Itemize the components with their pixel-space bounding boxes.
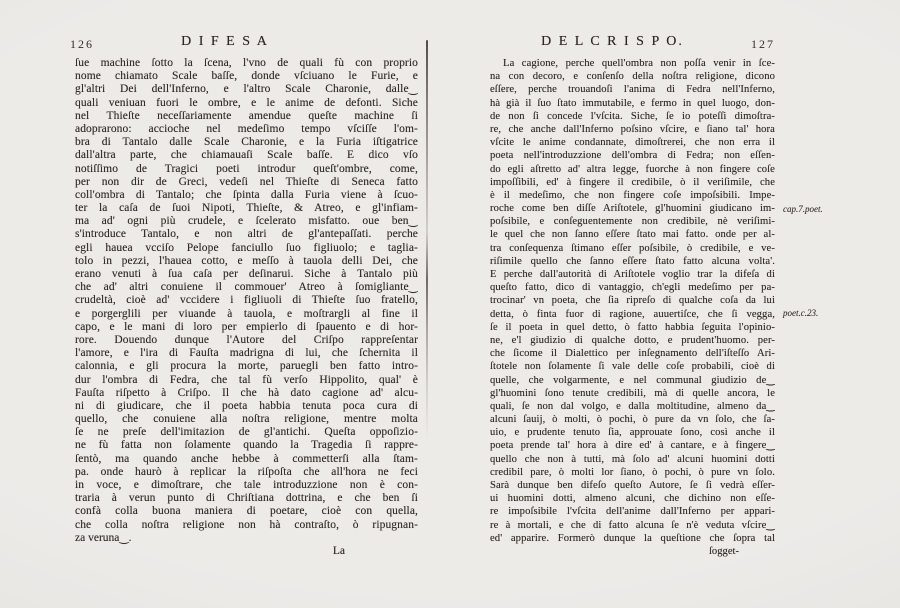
text-line: do egli aſtretto ad' altra legge, fuorche à non fingere coſe xyxy=(490,163,775,175)
text-line: hà già il ſuo ſtato immutabile, e fermo in quel luogo, don- xyxy=(490,97,775,109)
text-line: re, che anche dall'Inferno poſsino vſcire, e ſiano tal' hora xyxy=(490,123,775,135)
text-line: riſimile quello che ſanno eſſere ſtato fatto alcuna volta'. xyxy=(490,255,775,267)
text-line: roche come ben diſſe Ariſtotele, gl'huomini giudicano im- xyxy=(490,203,775,215)
text-line: ſentò, ma quando anche hebbe à commetterſi alla ſtam- xyxy=(75,452,418,465)
text-line: quello, che conuiene alla noſtra religione, mentre molta xyxy=(75,413,418,426)
text-line: le quel che non ſanno eſſere ſtato mai fatto. onde per al- xyxy=(490,229,775,241)
text-line: credibil pare, ò molti lor ſiano, ò pochi, ò pure vn ſolo. xyxy=(490,466,775,478)
text-line: che ſicome il Dialettico per inſegnamento dell'iſteſſo Ari- xyxy=(490,348,775,360)
text-line: crudeltà, cioè ad' vccidere i figliuoli di Thieſte ſuo fratello, xyxy=(75,294,418,307)
text-line: capo, e le mani di loro per empierlo di ſpauento e di hor- xyxy=(75,320,418,333)
text-line: bra di Tantalo dalle Scale Charonie, e la Furia iſtigatrice xyxy=(75,136,418,149)
text-line: è il medeſimo, che non fingere coſe impoſsibili. Impe- xyxy=(490,189,775,201)
text-line: ſtotele non ſolamente ſi vale delle coſe probabili, cioè di xyxy=(490,361,775,373)
text-line: poeta prende tal' hora à dire ed' à cantare, e à fingere‿ xyxy=(490,440,775,452)
margin-note-aristotle-poetics-7: cap.7.poet. xyxy=(783,204,823,214)
text-line: vſcite le anime condannate, dimoſtrerei, che non erra il xyxy=(490,137,775,149)
text-line: eſſere, perche trouandoſi l'anima di Fedra nell'Inferno, xyxy=(490,84,775,96)
text-line: quali, ſe non dal volgo, e dalla moltitudine, almeno da‿ xyxy=(490,400,775,412)
text-line: uio, e prudente tenuto ſia, approuate ſono, così anche il xyxy=(490,427,775,439)
text-line: ſe ne preſe dell'imitazion de gl'antichi. Queſta oppoſizio- xyxy=(75,426,418,439)
text-line: re à mortali, e che di fatto alcuna ſe n'è veduta vſcire‿ xyxy=(490,519,775,531)
text-line: Sarà dunque ben difeſo queſto Autore, ſe ſi vedrà eſſer- xyxy=(490,480,775,491)
text-line: ſue machine ſotto la ſcena, l'vno de quali fù con proprio xyxy=(75,57,418,69)
text-line: La cagione, perche quell'ombra non poſſa venir in ſce- xyxy=(503,58,775,69)
text-line: che ad' altri conuiene il commouer' Atreo à ſomigliante‿ xyxy=(75,281,418,294)
text-line: nome chiamato Scale baſſe, donde vſciuano le Furie, e xyxy=(75,70,418,83)
text-line: alcuni ſauij, ò molti, ò pochi, ò pure da vn ſolo, che ſa- xyxy=(490,414,775,426)
text-line: ni di giudicare, che il poeta habbia tenuta poca cura di xyxy=(75,399,418,412)
text-line: na con decoro, e conſenſo della noſtra religione, dicono xyxy=(490,71,775,83)
text-line: ter la caſa de ſuoi Nipoti, Thieſte, & Atreo, e gl'infiam- xyxy=(75,202,418,215)
margin-note-poetics-23: poet.c.23. xyxy=(783,308,819,318)
text-line: s'introduce Tantalo, e non altri de gl'antepaſſati. perche xyxy=(75,228,418,241)
text-line: E perche dall'autorità di Ariſtotele voglio trar la difeſa di xyxy=(490,269,775,280)
text-line: ne fù fatta non ſolamente quando la Tragedia ſi rappre- xyxy=(75,439,418,452)
text-line: tolo in pezzi, l'hauea cotto, e meſſo à tauola delli Dei, che xyxy=(75,254,418,267)
text-line: adoprarono: accioche nel medeſimo tempo vſciſſe l'om- xyxy=(75,122,418,135)
text-line: poſsibile, e conſeguentemente non credibile, nè veriſimi- xyxy=(490,216,775,228)
text-line: per non dir de Greci, vedeſi nel Thieſte di Seneca fatto xyxy=(75,175,418,188)
text-line: tra conſequenza ſtimano eſſer poſsibile, ò credibile, e ve- xyxy=(490,242,775,254)
text-line: detta, ò finta fuor di ragione, auuertiſce, che ſi vegga, xyxy=(490,308,775,320)
text-line: e porgerglili per viuande à tauola, e moſtrargli al fine il xyxy=(75,307,418,320)
right-page-number: 127 xyxy=(751,37,775,51)
text-line: gl'huomini ſono tenute credibili, mà di quelle ancora, le xyxy=(490,387,775,399)
text-line: in voce, e dimoſtrare, che tale introduzzione non è con- xyxy=(75,479,418,491)
text-line: quali veniuan fuori le ombre, e le anime de defonti. Siche xyxy=(75,96,418,109)
text-line: ui huomini dotti, almeno alcuni, che dichino non eſſe- xyxy=(490,493,775,505)
text-line: ne, e'l giudizio di qualche dotto, e prudent'huomo. per- xyxy=(490,334,775,346)
text-line: dur l'ombra di Fedra, che tal fù verſo Hippolito, qual' è xyxy=(75,373,418,386)
left-running-header: D I F E S A xyxy=(181,34,269,49)
text-line: ſe il poeta in quel detto, ò fatto habbia ſeguita l'opinio- xyxy=(490,321,775,333)
text-line: queſto fatto, dico di vantaggio, ch'egli medeſimo per pa- xyxy=(490,282,775,294)
text-line: dall'altra parte, che chiamauaſi Scale baſſe. E dico vſo xyxy=(75,149,418,162)
left-page-text xyxy=(75,57,418,532)
right-running-header: D E L C R I S P O. xyxy=(541,34,684,49)
page-gutter-line xyxy=(426,40,428,440)
text-line: pa. onde haurò à replicar la riſpoſta che all'hora ne feci xyxy=(75,465,418,478)
left-page-last-line: za veruna‿. xyxy=(75,532,132,544)
text-line: calonnia, e gli procura la morte, paruegli ben fatto intro- xyxy=(75,360,418,373)
text-line: che colla noſtra religione non hà contraſto, ò ripugnan- xyxy=(75,518,418,531)
text-line: quello che non à tutti, mà ſolo ad' alcuni huomini dotti xyxy=(490,453,775,465)
text-line: ed' apparire. Formerò dunque la queſtione che ſopra tal xyxy=(490,532,775,544)
text-line: re impoſsibile l'vſcita dell'anime dall'Inferno per appari- xyxy=(490,506,775,518)
text-line: nel Thieſte neceſſariamente amendue queſte machine ſi xyxy=(75,109,418,122)
text-line: de non ſi concede l'vſcita. Siche, ſe io poteſſi dimoſtra- xyxy=(490,110,775,122)
text-line: quelle, che volgarmente, e nel communal giudizio de‿ xyxy=(490,374,775,386)
text-line: confà colla buona maniera di poetare, cioè con quella, xyxy=(75,505,418,518)
left-page-catchword: La xyxy=(332,545,345,557)
text-line: erano venuti à ſua caſa per deſinarui. Siche à Tantalo più xyxy=(75,268,418,280)
text-line: notiſſimo de Tragici poeti introdur queſt'ombre, come, xyxy=(75,162,418,175)
text-line: rore. Douendo dunque l'Autore del Criſpo rappreſentar xyxy=(75,333,418,346)
text-line: impoſſibili, ed' à fingere il credibile, ò il veriſimile, che xyxy=(490,176,775,188)
text-line: trocinar' vn poeta, che ſia ripreſo di qualche coſa da lui xyxy=(490,295,775,307)
right-page-catchword: ſogget- xyxy=(708,546,739,557)
text-line: traria à verun punto di Chriſtiana dottrina, e che ben ſi xyxy=(75,492,418,505)
text-line: l'amore, e l'ira di Fauſta madrigna di lui, che ſchernita il xyxy=(75,347,418,360)
text-line: ma ad' ogni più crudele, e ſcelerato misfatto. oue ben‿ xyxy=(75,215,418,228)
text-line: poeta nell'introduzzione dell'ombra di Fedra; non eſſen- xyxy=(490,150,775,162)
text-line: Fauſta riſpetto à Criſpo. Il che hà dato cagione ad' alcu- xyxy=(75,386,418,399)
text-line: gl'altri Dei dell'Inferno, e l'altro Scale Charonie, dalle‿ xyxy=(75,83,418,96)
text-line: coll'ombra di Tantalo; che ſpinta dalla Furia viene à ſcuo- xyxy=(75,188,418,201)
text-line: egli hauea vcciſo Pelope fanciullo ſuo figliuolo; e taglia- xyxy=(75,241,418,254)
right-page-text xyxy=(490,57,775,545)
left-page-number: 126 xyxy=(70,37,94,51)
